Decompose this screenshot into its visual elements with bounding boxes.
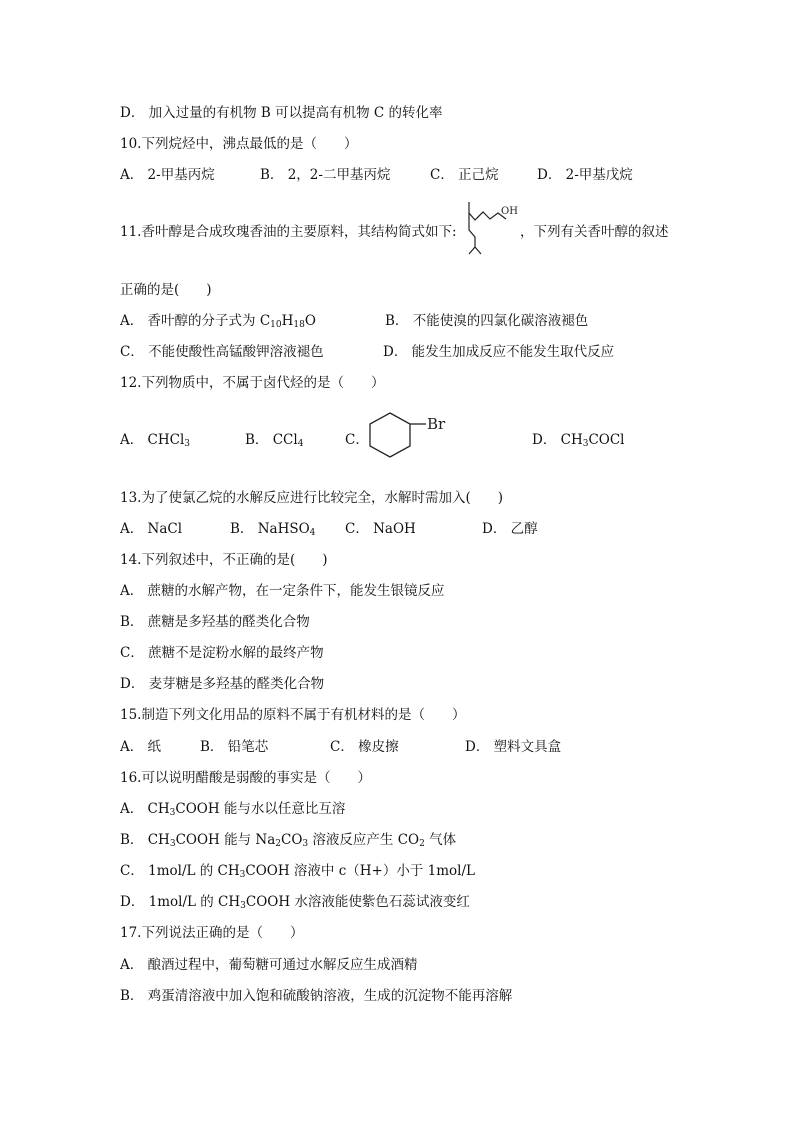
- cyclohexane-ring: [370, 413, 410, 457]
- q10-option-c: C． 正己烷: [430, 167, 499, 183]
- q13-b-sub: 4: [309, 528, 316, 538]
- q15-option-d: D． 塑料文具盒: [465, 739, 562, 755]
- q11-option-a: [120, 312, 316, 330]
- q15-option-c: C． 橡皮擦: [330, 739, 399, 755]
- q16-b-sub: 3: [169, 839, 176, 849]
- q17-stem: 17.下列说法正确的是（ ）: [120, 925, 304, 941]
- q16-option-d: [120, 893, 470, 911]
- q16-option-c: [120, 862, 475, 880]
- q12-a-prefix: A． CHCl: [120, 432, 185, 448]
- q13-b-prefix: B． NaHSO: [230, 521, 310, 537]
- q12-d-end: COCl: [588, 432, 625, 448]
- geraniol-methyl-right: [475, 247, 481, 254]
- q16-b-sub3: 3: [302, 839, 309, 849]
- q11-a-prefix: A． 香叶醇的分子式为 C: [120, 313, 271, 329]
- q16-stem: 16.可以说明醋酸是弱酸的事实是（ ）: [120, 770, 371, 786]
- q16-b-mid2: CO: [280, 832, 303, 848]
- q10-option-b: B． 2，2-二甲基丙烷: [260, 167, 391, 183]
- q16-c-prefix: C． 1mol/L 的 CH: [120, 863, 240, 879]
- q15-stem: 15.制造下列文化用品的原料不属于有机材料的是（ ）: [120, 707, 466, 723]
- q15-option-a: A． 纸: [120, 739, 162, 755]
- q16-option-a: [120, 800, 345, 818]
- q16-d-sub: 3: [240, 901, 246, 911]
- q11-stem-part1: 11.香叶醇是合成玫瑰香油的主要原料，其结构简式如下:: [120, 224, 457, 240]
- q10-stem: 10.下列烷烃中，沸点最低的是（ ）: [120, 136, 358, 152]
- q10-option-a: A． 2-甲基丙烷: [120, 167, 215, 183]
- q11-a-end: O: [304, 313, 316, 329]
- q13-option-c: C． NaOH: [345, 521, 416, 537]
- q17-option-b: B． 鸡蛋清溶液中加入饱和硫酸钠溶液，生成的沉淀物不能再溶解: [120, 988, 513, 1004]
- q11-a-mid: H: [281, 313, 294, 329]
- q12-option-a: [120, 431, 190, 449]
- q14-stem: 14.下列叙述中，不正确的是( ): [120, 552, 328, 568]
- q12-b-prefix: B． CCl: [245, 432, 298, 448]
- q16-b-sub2: 2: [275, 839, 281, 849]
- q11-option-b: B． 不能使溴的四氯化碳溶液褪色: [385, 313, 589, 329]
- q9-option-d: D． 加入过量的有机物 B 可以提高有机物 C 的转化率: [120, 105, 443, 121]
- q11-stem-cont: 正确的是( ): [120, 282, 212, 298]
- q12-stem: 12.下列物质中，不属于卤代烃的是（ ）: [120, 375, 385, 391]
- q16-b-prefix: B． CH: [120, 832, 170, 848]
- q16-option-b: [120, 831, 456, 849]
- q14-option-c: C． 蔗糖不是淀粉水解的最终产物: [120, 645, 324, 661]
- q13-option-d: D． 乙醇: [482, 521, 538, 537]
- q11-option-d: D． 能发生加成反应不能发生取代反应: [383, 344, 615, 360]
- q14-option-a: A． 蔗糖的水解产物，在一定条件下，能发生银镜反应: [120, 583, 445, 599]
- q13-option-b: [230, 520, 315, 538]
- q12-d-prefix: D． CH: [532, 432, 583, 448]
- q12-option-b: [245, 431, 303, 449]
- q14-option-d: D． 麦芽糖是多羟基的醛类化合物: [120, 676, 325, 692]
- q15-option-b: B． 铅笔芯: [200, 739, 269, 755]
- q11-stem-part2: ，下列有关香叶醇的叙述: [520, 224, 669, 240]
- q16-c-sub: 3: [239, 870, 246, 880]
- q11-a-sub1: 10: [270, 320, 282, 330]
- q12-option-d: [532, 431, 625, 449]
- q12-d-sub: 3: [582, 439, 589, 449]
- geraniol-double-bond: [477, 212, 483, 218]
- q16-a-sub: 3: [169, 808, 176, 818]
- q16-a-prefix: A． CH: [120, 801, 170, 817]
- q10-option-d: D． 2-甲基戊烷: [537, 167, 633, 183]
- q12-b-sub: 4: [297, 439, 304, 449]
- q13-stem: 13.为了使氯乙烷的水解反应进行比较完全，水解时需加入( ): [120, 490, 504, 506]
- geraniol-oh-label: OH: [501, 206, 518, 217]
- q16-b-mid: COOH 能与 Na: [175, 832, 276, 848]
- q12-a-sub: 3: [184, 439, 191, 449]
- q13-option-a: A． NaCl: [120, 521, 183, 537]
- q16-c-end: COOH 溶液中 c（H+）小于 1mol/L: [245, 863, 475, 879]
- q11-a-sub2: 18: [293, 320, 305, 330]
- q12-option-c: C．: [345, 432, 369, 448]
- bromocyclohexane-structure: [368, 410, 458, 470]
- q16-b-end: 气体: [424, 832, 457, 848]
- q14-option-b: B． 蔗糖是多羟基的醛类化合物: [120, 614, 310, 630]
- q17-option-a: A． 酿酒过程中，葡萄糖可通过水解反应生成酒精: [120, 957, 418, 973]
- q16-b-sub4: 2: [419, 839, 425, 849]
- br-label: Br: [427, 415, 446, 433]
- q16-d-end: COOH 水溶液能使紫色石蕊试液变红: [245, 894, 470, 910]
- q16-a-end: COOH 能与水以任意比互溶: [175, 801, 346, 817]
- q11-option-c: C． 不能使酸性高锰酸钾溶液褪色: [120, 344, 324, 360]
- q16-d-prefix: D． 1mol/L 的 CH: [120, 894, 241, 910]
- q16-b-mid3: 溶液反应产生 CO: [308, 832, 420, 848]
